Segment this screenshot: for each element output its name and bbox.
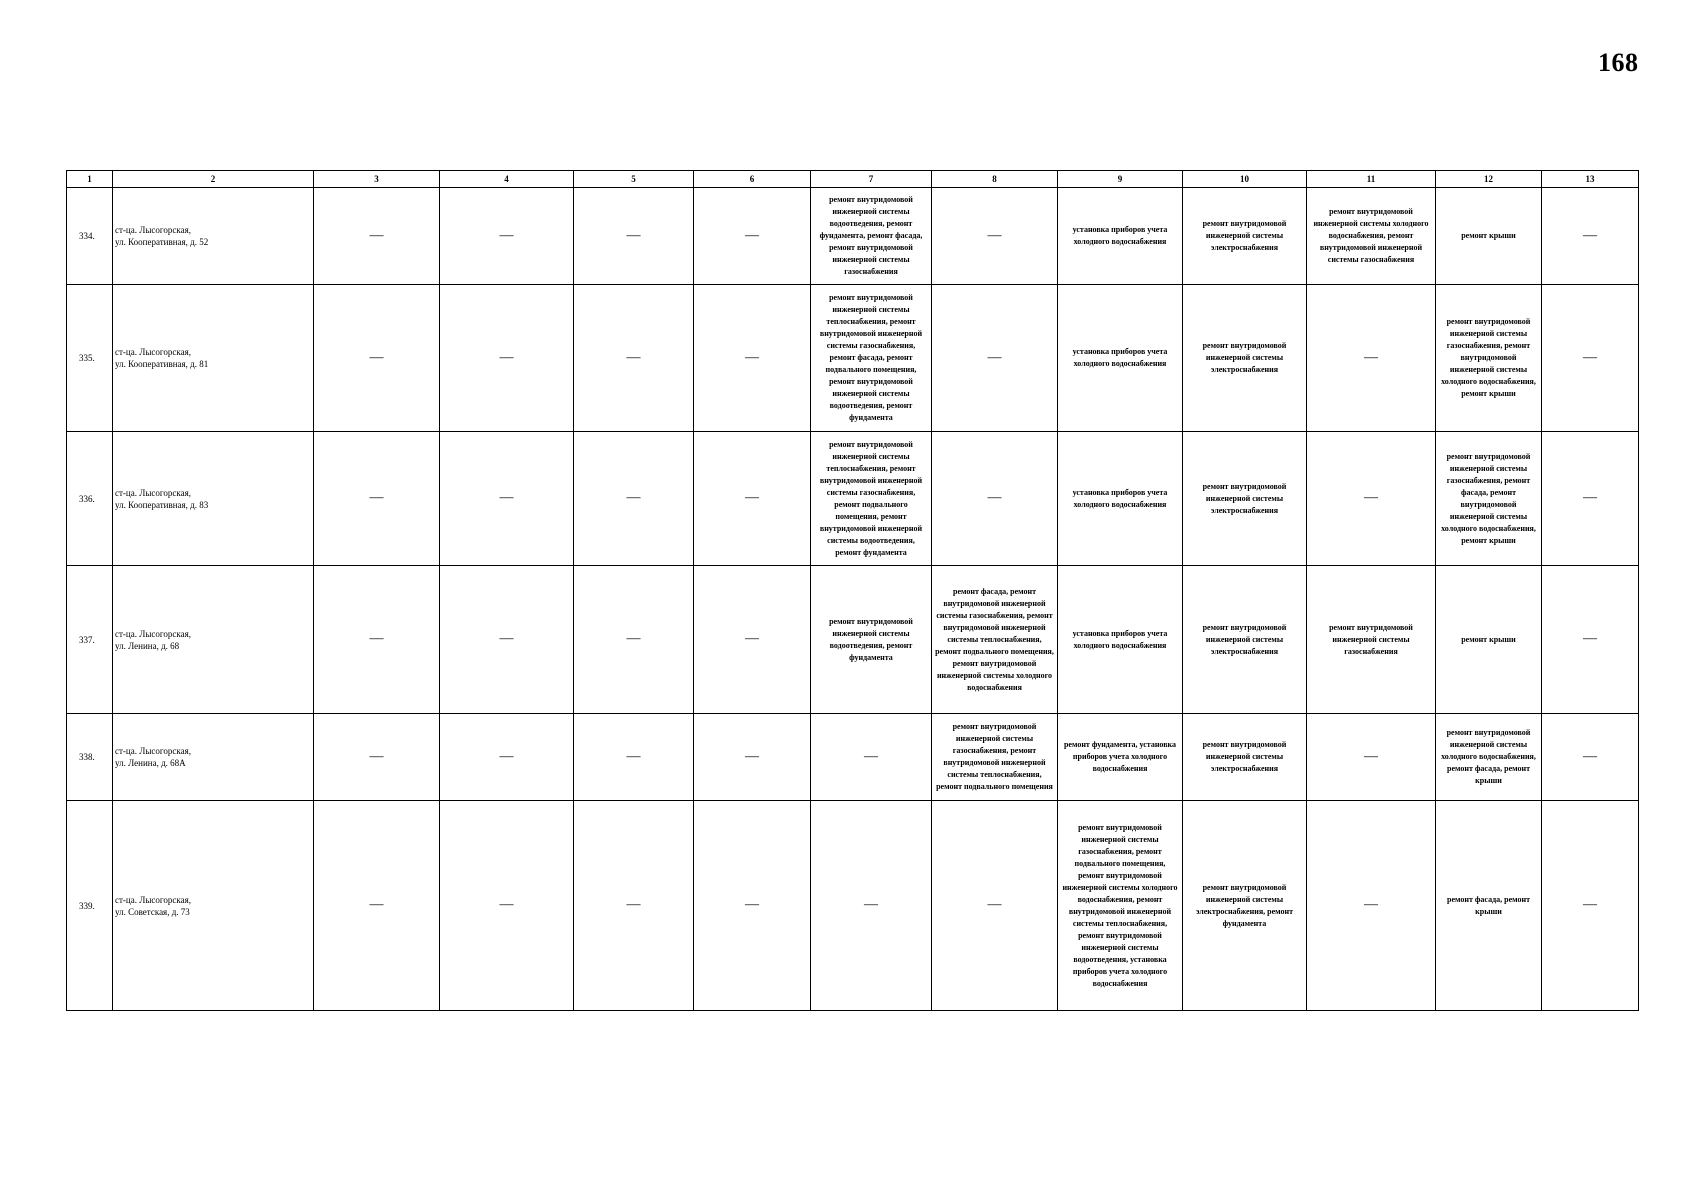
cell-col-11 (1307, 285, 1436, 432)
column-header-12: 12 (1436, 171, 1542, 188)
address-street: ул. Советская, д. 73 (115, 906, 190, 917)
empty-dash: — (987, 349, 1002, 365)
column-header-4: 4 (440, 171, 574, 188)
empty-dash: — (745, 631, 759, 646)
cell-col-7 (811, 188, 932, 285)
address-street: ул. Ленина, д. 68 (115, 640, 180, 651)
cell-col-7 (811, 566, 932, 714)
column-header-10: 10 (1183, 171, 1307, 188)
work-description: ремонт фундамента, установка приборов учета холодного водоснабжения (1063, 740, 1177, 773)
row-number: 336. (67, 432, 113, 566)
address-locality: ст-ца. Лысогорская, (115, 894, 191, 905)
cell-col-12 (1436, 285, 1542, 432)
cell-col-10 (1183, 801, 1307, 1011)
empty-dash: — (1583, 227, 1597, 243)
cell-col-8 (932, 432, 1058, 566)
empty-dash: — (369, 227, 384, 243)
work-description: ремонт внутридомовой инженерной системы холодного водоснабжения, ремонт фасада, ремонт крыши (1441, 728, 1536, 785)
work-description: ремонт внутридомовой инженерной системы газоснабжения, ремонт внутридомовой инженерной системы теплоснабжения, ремонт подвального помещения (936, 722, 1053, 791)
empty-dash: — (369, 748, 384, 764)
empty-dash: — (626, 748, 641, 764)
empty-dash: — (745, 490, 759, 505)
empty-dash: — (626, 631, 641, 646)
cell-col-3 (314, 432, 440, 566)
cell-col-9 (1058, 801, 1183, 1011)
cell-col-11 (1307, 432, 1436, 566)
work-description: ремонт внутридомовой инженерной системы газоснабжения, ремонт подвального помещения, ремонт внутридомовой инженерной системы холодного водоснабжения, ремонт внутридомовой инженерной системы теплоснабжения, ремонт внутридомовой инженерной системы водоотведения, установка приборов учета холодного водоснабжения (1062, 822, 1178, 988)
table-row (67, 566, 1639, 714)
empty-dash: — (1583, 349, 1597, 365)
table-row (67, 285, 1639, 432)
cell-col-6 (694, 188, 811, 285)
address-locality: ст-ца. Лысогорская, (115, 628, 191, 639)
column-header-6: 6 (694, 171, 811, 188)
work-description: ремонт крыши (1461, 231, 1516, 240)
cell-col-8 (932, 285, 1058, 432)
table-row (67, 714, 1639, 801)
cell-col-10 (1183, 285, 1307, 432)
empty-dash: — (987, 897, 1002, 912)
page-number: 168 (1598, 48, 1639, 77)
table-row (67, 432, 1639, 566)
cell-col-4 (440, 432, 574, 566)
cell-col-3 (314, 285, 440, 432)
work-description: ремонт внутридомовой инженерной системы электроснабжения (1202, 740, 1287, 773)
address-locality: ст-ца. Лысогорская, (115, 225, 191, 235)
cell-col-3 (314, 188, 440, 285)
row-address (113, 188, 314, 285)
row-number: 334. (67, 188, 113, 285)
cell-col-11 (1307, 188, 1436, 285)
repair-schedule-table (66, 170, 1639, 1011)
work-description: ремонт внутридомовой инженерной системы водоотведения, ремонт фундамента (829, 616, 913, 662)
row-number: 338. (67, 714, 113, 801)
work-description: ремонт внутридомовой инженерной системы холодного водоснабжения, ремонт внутридомовой инженерной системы газоснабжения (1313, 207, 1429, 264)
cell-col-10 (1183, 714, 1307, 801)
empty-dash: — (499, 897, 514, 912)
work-description: установка приборов учета холодного водоснабжения (1072, 487, 1168, 509)
empty-dash: — (626, 227, 641, 243)
work-description: установка приборов учета холодного водоснабжения (1072, 628, 1168, 650)
empty-dash: — (1364, 748, 1378, 764)
cell-col-10 (1183, 188, 1307, 285)
cell-col-7 (811, 714, 932, 801)
empty-dash: — (987, 227, 1002, 243)
empty-dash: — (499, 631, 514, 646)
cell-col-6 (694, 801, 811, 1011)
cell-col-5 (574, 285, 694, 432)
column-header-5: 5 (574, 171, 694, 188)
empty-dash: — (1364, 897, 1378, 912)
cell-col-11 (1307, 801, 1436, 1011)
empty-dash: — (369, 349, 384, 365)
work-description: ремонт внутридомовой инженерной системы газоснабжения (1329, 622, 1413, 656)
row-address (113, 566, 314, 714)
column-header-1: 1 (67, 171, 113, 188)
cell-col-7 (811, 285, 932, 432)
row-address (113, 714, 314, 801)
empty-dash: — (864, 897, 878, 912)
address-locality: ст-ца. Лысогорская, (115, 347, 191, 357)
cell-col-4 (440, 714, 574, 801)
cell-col-12 (1436, 801, 1542, 1011)
cell-col-8 (932, 188, 1058, 285)
empty-dash: — (1364, 349, 1378, 365)
cell-col-4 (440, 566, 574, 714)
address-street: ул. Ленина, д. 68А (115, 758, 186, 768)
empty-dash: — (1583, 490, 1597, 505)
work-description: ремонт внутридомовой инженерной системы газоснабжения, ремонт фасада, ремонт внутридомовой инженерной системы холодного водоснабжения, ремонт крыши (1441, 451, 1536, 545)
cell-col-12 (1436, 188, 1542, 285)
cell-col-6 (694, 432, 811, 566)
cell-col-7 (811, 432, 932, 566)
cell-col-7 (811, 801, 932, 1011)
table-row (67, 801, 1639, 1011)
empty-dash: — (1583, 748, 1597, 764)
column-header-7: 7 (811, 171, 932, 188)
empty-dash: — (369, 897, 384, 912)
empty-dash: — (987, 490, 1002, 505)
work-description: установка приборов учета холодного водоснабжения (1072, 347, 1168, 368)
cell-col-11 (1307, 714, 1436, 801)
work-description: ремонт крыши (1461, 634, 1516, 644)
empty-dash: — (1583, 897, 1597, 912)
row-number: 337. (67, 566, 113, 714)
column-header-11: 11 (1307, 171, 1436, 188)
column-header-13: 13 (1542, 171, 1639, 188)
cell-col-10 (1183, 566, 1307, 714)
cell-col-13 (1542, 188, 1639, 285)
column-header-8: 8 (932, 171, 1058, 188)
cell-col-12 (1436, 432, 1542, 566)
work-description: установка приборов учета холодного водоснабжения (1072, 225, 1168, 246)
cell-col-12 (1436, 714, 1542, 801)
work-description: ремонт фасада, ремонт крыши (1447, 894, 1530, 916)
column-header-3: 3 (314, 171, 440, 188)
row-address (113, 285, 314, 432)
column-header-2: 2 (113, 171, 314, 188)
work-description: ремонт внутридомовой инженерной системы газоснабжения, ремонт внутридомовой инженерной системы холодного водоснабжения, ремонт крыши (1441, 317, 1536, 398)
cell-col-4 (440, 285, 574, 432)
address-locality: ст-ца. Лысогорская, (115, 746, 191, 756)
cell-col-13 (1542, 285, 1639, 432)
work-description: ремонт фасада, ремонт внутридомовой инженерной системы газоснабжения, ремонт внутридомовой инженерной системы теплоснабжения, ремонт подвального помещения, ремонт внутридомовой инженерной системы холодного водоснабжения (935, 586, 1054, 692)
empty-dash: — (369, 631, 384, 646)
empty-dash: — (499, 490, 514, 505)
empty-dash: — (626, 897, 641, 912)
work-description: ремонт внутридомовой инженерной системы теплоснабжения, ремонт внутридомовой инженерной системы газоснабжения, ремонт подвального помещения, ремонт внутридомовой инженерной системы водоотведения, ремонт фундамента (819, 439, 923, 557)
cell-col-8 (932, 714, 1058, 801)
address-street: ул. Кооперативная, д. 52 (115, 237, 209, 247)
row-number: 335. (67, 285, 113, 432)
cell-col-4 (440, 801, 574, 1011)
cell-col-12 (1436, 566, 1542, 714)
cell-col-5 (574, 432, 694, 566)
cell-col-8 (932, 801, 1058, 1011)
empty-dash: — (626, 490, 641, 505)
empty-dash: — (499, 748, 514, 764)
cell-col-13 (1542, 801, 1639, 1011)
column-header-9: 9 (1058, 171, 1183, 188)
cell-col-8 (932, 566, 1058, 714)
cell-col-3 (314, 801, 440, 1011)
cell-col-9 (1058, 432, 1183, 566)
empty-dash: — (745, 897, 759, 912)
row-address (113, 432, 314, 566)
work-description: ремонт внутридомовой инженерной системы электроснабжения (1202, 622, 1287, 656)
address-street: ул. Кооперативная, д. 83 (115, 499, 209, 510)
empty-dash: — (745, 227, 759, 243)
cell-col-3 (314, 714, 440, 801)
cell-col-3 (314, 566, 440, 714)
cell-col-13 (1542, 566, 1639, 714)
empty-dash: — (864, 748, 878, 764)
cell-col-5 (574, 714, 694, 801)
cell-col-9 (1058, 285, 1183, 432)
empty-dash: — (626, 349, 641, 365)
work-description: ремонт внутридомовой инженерной системы электроснабжения (1202, 481, 1287, 515)
cell-col-13 (1542, 432, 1639, 566)
work-description: ремонт внутридомовой инженерной системы водоотведения, ремонт фундамента, ремонт фасада, ремонт внутридомовой инженерной системы газоснабжения (819, 195, 923, 276)
empty-dash: — (745, 349, 759, 365)
row-number: 339. (67, 801, 113, 1011)
work-description: ремонт внутридомовой инженерной системы электроснабжения, ремонт фундамента (1195, 882, 1294, 928)
cell-col-5 (574, 188, 694, 285)
empty-dash: — (499, 227, 514, 243)
empty-dash: — (499, 349, 514, 365)
work-description: ремонт внутридомовой инженерной системы электроснабжения (1202, 219, 1287, 252)
address-locality: ст-ца. Лысогорская, (115, 487, 191, 498)
cell-col-5 (574, 566, 694, 714)
cell-col-13 (1542, 714, 1639, 801)
address-street: ул. Кооперативная, д. 81 (115, 359, 209, 369)
work-description: ремонт внутридомовой инженерной системы теплоснабжения, ремонт внутридомовой инженерной системы газоснабжения, ремонт фасада, ремонт подвального помещения, ремонт внутридомовой инженерной системы водоотведения, ремонт фундамента (819, 293, 923, 422)
cell-col-6 (694, 566, 811, 714)
work-description: ремонт внутридомовой инженерной системы электроснабжения (1202, 341, 1287, 374)
cell-col-6 (694, 714, 811, 801)
cell-col-9 (1058, 566, 1183, 714)
cell-col-10 (1183, 432, 1307, 566)
table-row (67, 188, 1639, 285)
row-address (113, 801, 314, 1011)
cell-col-4 (440, 188, 574, 285)
empty-dash: — (1364, 490, 1378, 505)
cell-col-11 (1307, 566, 1436, 714)
empty-dash: — (369, 490, 384, 505)
cell-col-9 (1058, 714, 1183, 801)
empty-dash: — (745, 748, 759, 764)
cell-col-9 (1058, 188, 1183, 285)
cell-col-5 (574, 801, 694, 1011)
empty-dash: — (1583, 631, 1597, 646)
header-row (67, 171, 1639, 188)
cell-col-6 (694, 285, 811, 432)
